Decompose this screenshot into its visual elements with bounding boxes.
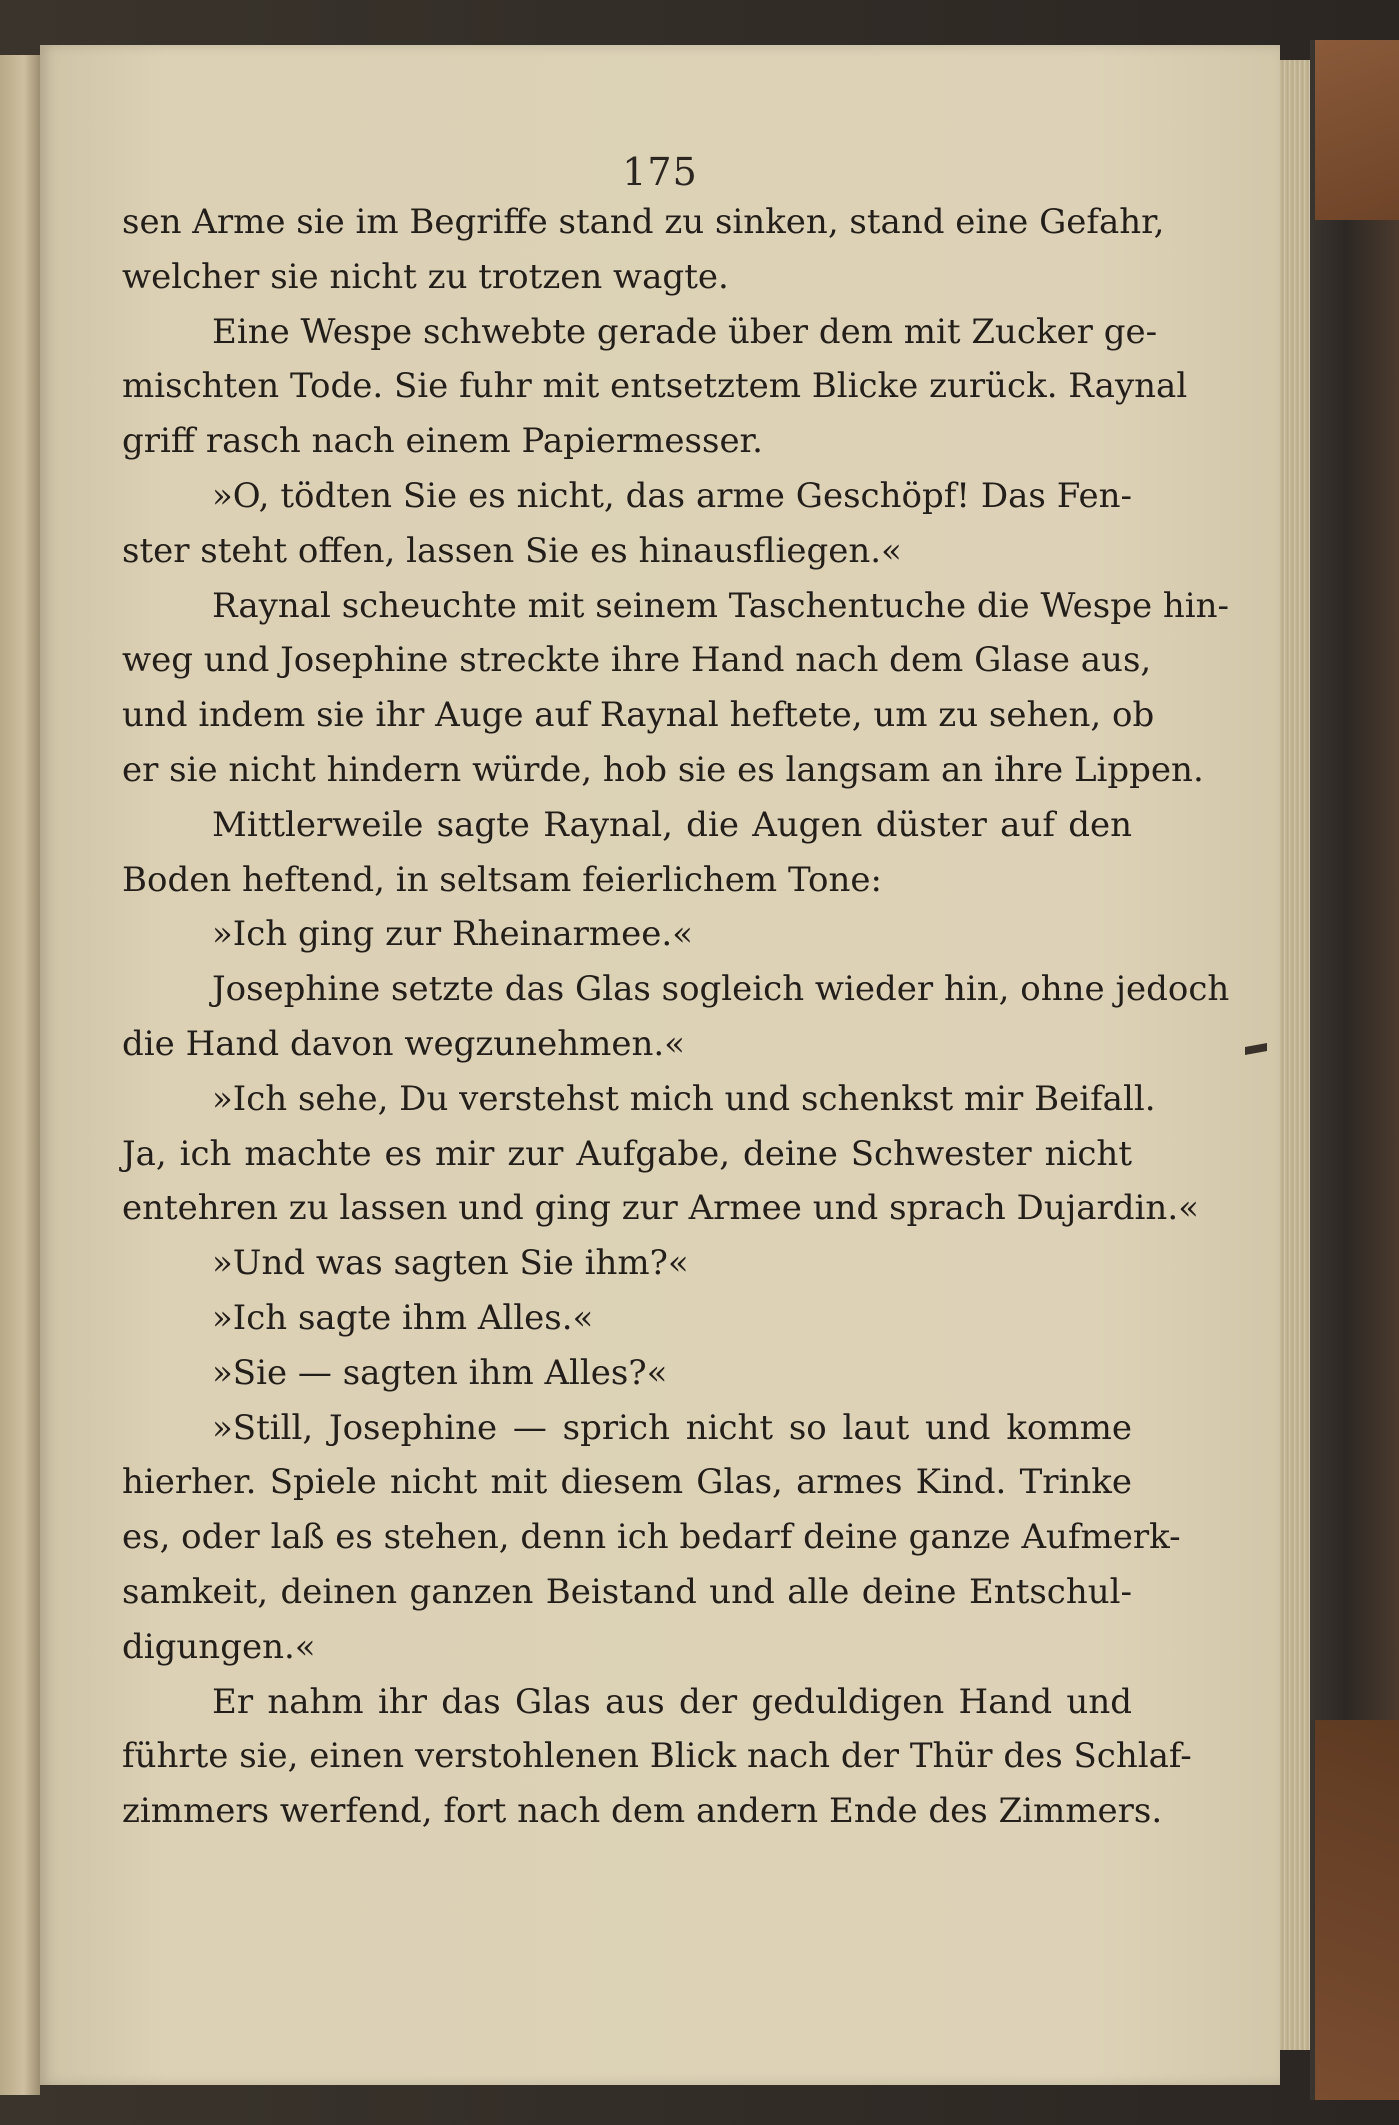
text-line: »Still, Josephine — sprich nicht so laut und komme — [212, 1407, 1132, 1448]
text-line: samkeit, deinen ganzen Beistand und alle deine Entschul- — [122, 1571, 1132, 1612]
left-page-edge — [0, 55, 40, 2095]
text-line: »Ich ging zur Rheinarmee.« — [212, 914, 693, 955]
text-line: »Und was sagten Sie ihm?« — [212, 1243, 689, 1284]
page-number: 175 — [622, 150, 698, 194]
cover-corner-top — [1315, 40, 1399, 220]
text-line: und indem sie ihr Auge auf Raynal heftete, um zu sehen, ob — [122, 695, 1155, 736]
text-line: digungen.« — [122, 1626, 316, 1667]
text-line: sen Arme sie im Begriffe stand zu sinken, stand eine Gefahr, — [122, 202, 1165, 242]
text-line: hierher. Spiele nicht mit diesem Glas, armes Kind. Trinke — [122, 1462, 1132, 1503]
text-line: »Sie — sagten ihm Alles?« — [212, 1352, 668, 1393]
text-line: entehren zu lassen und ging zur Armee und sprach Dujardin.« — [122, 1188, 1199, 1229]
text-line: Eine Wespe schwebte gerade über dem mit Zucker ge- — [212, 311, 1158, 352]
text-line: die Hand davon wegzunehmen.« — [122, 1023, 685, 1064]
text-line: ster steht offen, lassen Sie es hinausfliegen.« — [122, 530, 902, 571]
text-line: Boden heftend, in seltsam feierlichem Tone: — [122, 859, 882, 900]
text-line: Raynal scheuchte mit seinem Taschentuche die Wespe hin- — [212, 585, 1230, 626]
text-line: welcher sie nicht zu trotzen wagte. — [122, 256, 729, 297]
text-line: weg und Josephine streckte ihre Hand nach dem Glase aus, — [122, 640, 1152, 681]
text-line: Josephine setzte das Glas sogleich wieder hin, ohne jedoch — [212, 969, 1230, 1010]
text-line: griff rasch nach einem Papiermesser. — [122, 421, 763, 462]
text-line: mischten Tode. Sie fuhr mit entsetztem Blicke zurück. Raynal — [122, 366, 1188, 407]
text-line: zimmers werfend, fort nach dem andern Ende des Zimmers. — [122, 1791, 1163, 1832]
page-text — [122, 195, 1230, 1839]
text-line: Ja, ich machte es mir zur Aufgabe, deine Schwester nicht — [122, 1133, 1132, 1174]
text-line: »O, tödten Sie es nicht, das arme Geschöpf! Das Fen- — [212, 475, 1132, 516]
text-line: »Ich sehe, Du verstehst mich und schenkst mir Beifall. — [212, 1078, 1156, 1119]
text-line: Mittlerweile sagte Raynal, die Augen düster auf den — [212, 804, 1132, 845]
text-line: er sie nicht hindern würde, hob sie es langsam an ihre Lippen. — [122, 749, 1204, 790]
text-line: es, oder laß es stehen, denn ich bedarf deine ganze Aufmerk- — [122, 1517, 1181, 1558]
text-line: führte sie, einen verstohlenen Blick nach der Thür des Schlaf- — [122, 1736, 1192, 1777]
cover-corner-bottom — [1315, 1720, 1399, 2100]
book-page — [40, 45, 1280, 2085]
text-line: »Ich sagte ihm Alles.« — [212, 1297, 594, 1338]
text-line: Er nahm ihr das Glas aus der geduldigen Hand und — [212, 1681, 1132, 1722]
